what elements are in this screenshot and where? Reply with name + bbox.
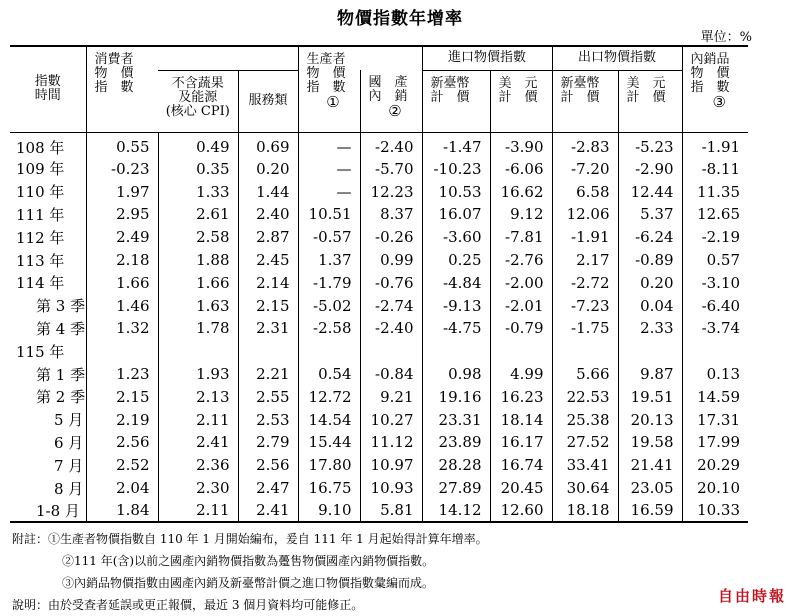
cell-exp-usd: -0.89 — [618, 249, 682, 272]
cell-services: 2.79 — [238, 431, 298, 454]
table-row — [10, 385, 748, 408]
cell-dom-sales: 11.35 — [682, 180, 748, 203]
cell-imp-usd: 16.23 — [490, 385, 552, 408]
cell-imp-ntd: -1.47 — [422, 132, 490, 158]
cell-core: 2.61 — [158, 203, 238, 226]
cell-core: 2.13 — [158, 385, 238, 408]
cell-exp-ntd: 30.64 — [552, 477, 618, 500]
cell-ppi: 0.54 — [298, 363, 360, 386]
cell-core: 1.33 — [158, 180, 238, 203]
domestic-sales-note-marker: ③ — [712, 93, 726, 111]
cell-imp-usd: -2.01 — [490, 294, 552, 317]
logo: 自由時報 — [717, 587, 786, 605]
table-row — [10, 454, 748, 477]
cell-domestic: 10.27 — [360, 408, 422, 431]
table-row — [10, 477, 748, 500]
cell-services: 2.14 — [238, 271, 298, 294]
cell-imp-ntd: 0.98 — [422, 363, 490, 386]
table-row — [10, 294, 748, 317]
cell-exp-ntd: -1.75 — [552, 317, 618, 340]
cell-ppi: — — [298, 180, 360, 203]
cell-exp-ntd: 25.38 — [552, 408, 618, 431]
page-title: 物價指數年增率 — [337, 9, 463, 29]
cell-dom-sales: 14.59 — [682, 385, 748, 408]
cell-exp-usd: 5.37 — [618, 203, 682, 226]
cell-core: 2.11 — [158, 499, 238, 522]
ppi-note-marker: ① — [326, 93, 340, 111]
cell-exp-ntd: 33.41 — [552, 454, 618, 477]
cell-services: 2.40 — [238, 203, 298, 226]
cell-services: 2.87 — [238, 226, 298, 249]
unit-label: 單位：% — [700, 30, 752, 45]
cell-dom-sales: -3.74 — [682, 317, 748, 340]
cell-core — [158, 340, 238, 363]
cell-exp-usd: 20.13 — [618, 408, 682, 431]
cell-domestic: 8.37 — [360, 203, 422, 226]
cell-cpi: 2.19 — [86, 408, 158, 431]
cell-services: 2.15 — [238, 294, 298, 317]
cell-ppi — [298, 340, 360, 363]
header-domestic: 國 產 內 銷 ② — [360, 70, 422, 132]
header-cpi-spacer — [158, 46, 238, 70]
cell-ppi: 15.44 — [298, 431, 360, 454]
cell-core: 1.63 — [158, 294, 238, 317]
header-services: 服務類 — [238, 70, 298, 132]
header-export-group: 出口物價指數 — [552, 46, 682, 70]
cell-dom-sales: 12.65 — [682, 203, 748, 226]
cell-imp-ntd: -4.84 — [422, 271, 490, 294]
cell-imp-usd: -3.90 — [490, 132, 552, 158]
cell-imp-usd: 20.45 — [490, 477, 552, 500]
cell-cpi: 1.46 — [86, 294, 158, 317]
cell-cpi: 2.15 — [86, 385, 158, 408]
cell-imp-ntd: 28.28 — [422, 454, 490, 477]
cell-ppi: -1.79 — [298, 271, 360, 294]
row-period: 8 月 — [54, 479, 84, 498]
cell-services: 1.44 — [238, 180, 298, 203]
cell-domestic: -0.26 — [360, 226, 422, 249]
cell-imp-usd: -7.81 — [490, 226, 552, 249]
row-period: 第 1 季 — [36, 365, 86, 384]
cell-services: 2.56 — [238, 454, 298, 477]
cell-imp-usd — [490, 340, 552, 363]
cell-imp-usd: 9.12 — [490, 203, 552, 226]
cell-domestic — [360, 340, 422, 363]
cell-cpi: -0.23 — [86, 158, 158, 181]
cell-dom-sales: 17.31 — [682, 408, 748, 431]
cell-domestic: -0.76 — [360, 271, 422, 294]
cell-core: 2.11 — [158, 408, 238, 431]
cell-domestic: 11.12 — [360, 431, 422, 454]
cell-dom-sales: -6.40 — [682, 294, 748, 317]
cell-exp-ntd: 5.66 — [552, 363, 618, 386]
cell-core: 1.78 — [158, 317, 238, 340]
cell-imp-usd: 4.99 — [490, 363, 552, 386]
cell-services: 2.53 — [238, 408, 298, 431]
cell-imp-usd: -6.06 — [490, 158, 552, 181]
row-period: 第 4 季 — [36, 319, 86, 338]
cell-imp-ntd: 16.07 — [422, 203, 490, 226]
cell-domestic: -2.40 — [360, 132, 422, 158]
header-domestic-sales: 內銷品 物 價 指 數 ③ — [682, 46, 748, 132]
cell-cpi: 1.84 — [86, 499, 158, 522]
cell-imp-ntd: 0.25 — [422, 249, 490, 272]
cell-dom-sales: 10.33 — [682, 499, 748, 522]
cell-dom-sales: 17.99 — [682, 431, 748, 454]
cell-services — [238, 340, 298, 363]
cell-dom-sales: -3.10 — [682, 271, 748, 294]
cell-exp-ntd: -7.23 — [552, 294, 618, 317]
cell-domestic: -5.70 — [360, 158, 422, 181]
cell-exp-ntd: 27.52 — [552, 431, 618, 454]
cell-exp-usd: 19.58 — [618, 431, 682, 454]
cell-exp-usd: 23.05 — [618, 477, 682, 500]
cell-cpi: 1.32 — [86, 317, 158, 340]
cell-core: 0.35 — [158, 158, 238, 181]
cell-exp-ntd: -1.91 — [552, 226, 618, 249]
cell-core: 0.49 — [158, 132, 238, 158]
cell-services: 2.47 — [238, 477, 298, 500]
cell-ppi: 1.37 — [298, 249, 360, 272]
cell-imp-ntd: 23.31 — [422, 408, 490, 431]
cell-exp-usd: 2.33 — [618, 317, 682, 340]
cell-cpi: 0.55 — [86, 132, 158, 158]
cell-domestic: 10.93 — [360, 477, 422, 500]
cell-dom-sales: 20.10 — [682, 477, 748, 500]
table-row — [10, 499, 748, 522]
cell-domestic: 9.21 — [360, 385, 422, 408]
row-period: 1-8 月 — [36, 501, 80, 520]
footnote-3: ③內銷品物價指數由國產內銷及新臺幣計價之進口物價指數彙編而成。 — [62, 576, 435, 590]
cell-exp-usd: 19.51 — [618, 385, 682, 408]
cell-domestic: -0.84 — [360, 363, 422, 386]
table-row — [10, 226, 748, 249]
cell-ppi: — — [298, 158, 360, 181]
cell-ppi: -2.58 — [298, 317, 360, 340]
cell-imp-usd: -2.76 — [490, 249, 552, 272]
cell-exp-ntd: -7.20 — [552, 158, 618, 181]
cell-exp-ntd: -2.83 — [552, 132, 618, 158]
table-row — [10, 271, 748, 294]
domestic-note-marker: ② — [388, 102, 402, 120]
cell-exp-ntd: 12.06 — [552, 203, 618, 226]
footnote-1: 附註：①生產者物價指數自 110 年 1 月開始編布，爰自 111 年 1 月起始得計算年增率。 — [12, 532, 488, 546]
cell-imp-ntd — [422, 340, 490, 363]
footnote-2: ②111 年(含)以前之國產內銷物價指數為躉售物價國產內銷物價指數。 — [62, 554, 435, 568]
cell-services: 0.69 — [238, 132, 298, 158]
header-core-cpi: 不含蔬果 及能源 (核心 CPI) — [158, 70, 238, 132]
cell-exp-ntd: 2.17 — [552, 249, 618, 272]
price-index-table — [10, 45, 748, 523]
cell-core: 2.58 — [158, 226, 238, 249]
cell-cpi: 2.95 — [86, 203, 158, 226]
header-export-usd: 美 元 計 價 — [618, 70, 682, 132]
table-row — [10, 431, 748, 454]
row-period: 第 3 季 — [36, 297, 86, 316]
cell-exp-usd: -2.90 — [618, 158, 682, 181]
cell-domestic: 5.81 — [360, 499, 422, 522]
footnotes — [12, 528, 772, 616]
cell-cpi: 2.18 — [86, 249, 158, 272]
header-import-group: 進口物價指數 — [422, 46, 552, 70]
cell-imp-usd: 16.17 — [490, 431, 552, 454]
cell-dom-sales: -8.11 — [682, 158, 748, 181]
row-period: 6 月 — [54, 433, 84, 452]
table-row — [10, 363, 748, 386]
cell-imp-ntd: 14.12 — [422, 499, 490, 522]
cell-dom-sales: 20.29 — [682, 454, 748, 477]
row-period: 111 年 — [16, 205, 65, 224]
cell-cpi: 1.23 — [86, 363, 158, 386]
cell-exp-usd: 0.20 — [618, 271, 682, 294]
header-import-usd: 美 元 計 價 — [490, 70, 552, 132]
cell-dom-sales: -1.91 — [682, 132, 748, 158]
row-period: 108 年 — [16, 138, 65, 157]
cell-dom-sales — [682, 340, 748, 363]
cell-imp-usd: 16.62 — [490, 180, 552, 203]
row-period: 第 2 季 — [36, 388, 86, 407]
cell-cpi: 1.97 — [86, 180, 158, 203]
cell-exp-usd: 12.44 — [618, 180, 682, 203]
row-period: 7 月 — [54, 456, 84, 475]
row-period: 115 年 — [16, 342, 65, 361]
cell-imp-usd: -2.00 — [490, 271, 552, 294]
cell-domestic: 10.97 — [360, 454, 422, 477]
row-period: 110 年 — [16, 183, 65, 202]
cell-cpi — [86, 340, 158, 363]
cell-services: 2.41 — [238, 499, 298, 522]
row-period: 113 年 — [16, 251, 65, 270]
cell-cpi: 1.66 — [86, 271, 158, 294]
cell-imp-ntd: 23.89 — [422, 431, 490, 454]
cell-core: 1.66 — [158, 271, 238, 294]
cell-imp-ntd: -3.60 — [422, 226, 490, 249]
cell-exp-usd: 21.41 — [618, 454, 682, 477]
cell-imp-ntd: 19.16 — [422, 385, 490, 408]
cell-core: 1.93 — [158, 363, 238, 386]
header-import-ntd: 新臺幣 計 價 — [422, 70, 490, 132]
cell-imp-usd: 12.60 — [490, 499, 552, 522]
cell-cpi: 2.56 — [86, 431, 158, 454]
cell-imp-usd: -0.79 — [490, 317, 552, 340]
cell-core: 1.88 — [158, 249, 238, 272]
cell-imp-usd: 18.14 — [490, 408, 552, 431]
cell-imp-ntd: -10.23 — [422, 158, 490, 181]
cell-imp-usd: 16.74 — [490, 454, 552, 477]
row-period: 5 月 — [54, 411, 84, 430]
cell-ppi: 12.72 — [298, 385, 360, 408]
cell-exp-ntd — [552, 340, 618, 363]
cell-core: 2.30 — [158, 477, 238, 500]
cell-exp-ntd: -2.72 — [552, 271, 618, 294]
cell-domestic: -2.40 — [360, 317, 422, 340]
table-row — [10, 408, 748, 431]
table-row — [10, 249, 748, 272]
cell-exp-ntd: 22.53 — [552, 385, 618, 408]
cell-ppi: 14.54 — [298, 408, 360, 431]
cell-exp-usd: 9.87 — [618, 363, 682, 386]
row-period: 114 年 — [16, 274, 65, 293]
cell-domestic: -2.74 — [360, 294, 422, 317]
row-period: 112 年 — [16, 228, 65, 247]
cell-services: 0.20 — [238, 158, 298, 181]
cell-ppi: — — [298, 132, 360, 158]
cell-core: 2.36 — [158, 454, 238, 477]
cell-cpi: 2.49 — [86, 226, 158, 249]
cell-exp-usd: 0.04 — [618, 294, 682, 317]
cell-ppi: 16.75 — [298, 477, 360, 500]
cell-imp-ntd: 10.53 — [422, 180, 490, 203]
header-cpi-spacer-2 — [238, 46, 298, 70]
cell-exp-usd: 16.59 — [618, 499, 682, 522]
header-period: 指數 時間 — [10, 46, 86, 132]
table-row — [10, 317, 748, 340]
cell-ppi: -0.57 — [298, 226, 360, 249]
cell-exp-usd — [618, 340, 682, 363]
header-cpi: 消費者 物 價 指 數 — [86, 46, 158, 132]
cell-services: 2.45 — [238, 249, 298, 272]
cell-exp-ntd: 18.18 — [552, 499, 618, 522]
cell-services: 2.31 — [238, 317, 298, 340]
cell-ppi: 9.10 — [298, 499, 360, 522]
cell-exp-usd: -5.23 — [618, 132, 682, 158]
cell-imp-ntd: -4.75 — [422, 317, 490, 340]
cell-services: 2.21 — [238, 363, 298, 386]
header-domestic-spacer — [360, 46, 422, 70]
table-row — [10, 203, 748, 226]
cell-imp-ntd: -9.13 — [422, 294, 490, 317]
header-ppi: 生產者 物 價 指 數 ① — [298, 46, 360, 132]
table-row — [10, 132, 748, 158]
cell-services: 2.55 — [238, 385, 298, 408]
cell-domestic: 12.23 — [360, 180, 422, 203]
cell-ppi: 17.80 — [298, 454, 360, 477]
cell-exp-usd: -6.24 — [618, 226, 682, 249]
cell-domestic: 0.99 — [360, 249, 422, 272]
table-row — [10, 180, 748, 203]
cell-dom-sales: 0.57 — [682, 249, 748, 272]
cell-core: 2.41 — [158, 431, 238, 454]
table-row — [10, 158, 748, 181]
row-period: 109 年 — [16, 160, 65, 179]
table-row — [10, 340, 748, 363]
cell-dom-sales: -2.19 — [682, 226, 748, 249]
cell-ppi: -5.02 — [298, 294, 360, 317]
cell-exp-ntd: 6.58 — [552, 180, 618, 203]
header-export-ntd: 新臺幣 計 價 — [552, 70, 618, 132]
cell-cpi: 2.52 — [86, 454, 158, 477]
cell-ppi: 10.51 — [298, 203, 360, 226]
footnote-explanation: 說明：由於受查者延誤或更正報價，最近 3 個月資料均可能修正。 — [12, 598, 364, 612]
cell-dom-sales: 0.13 — [682, 363, 748, 386]
cell-imp-ntd: 27.89 — [422, 477, 490, 500]
cell-cpi: 2.04 — [86, 477, 158, 500]
